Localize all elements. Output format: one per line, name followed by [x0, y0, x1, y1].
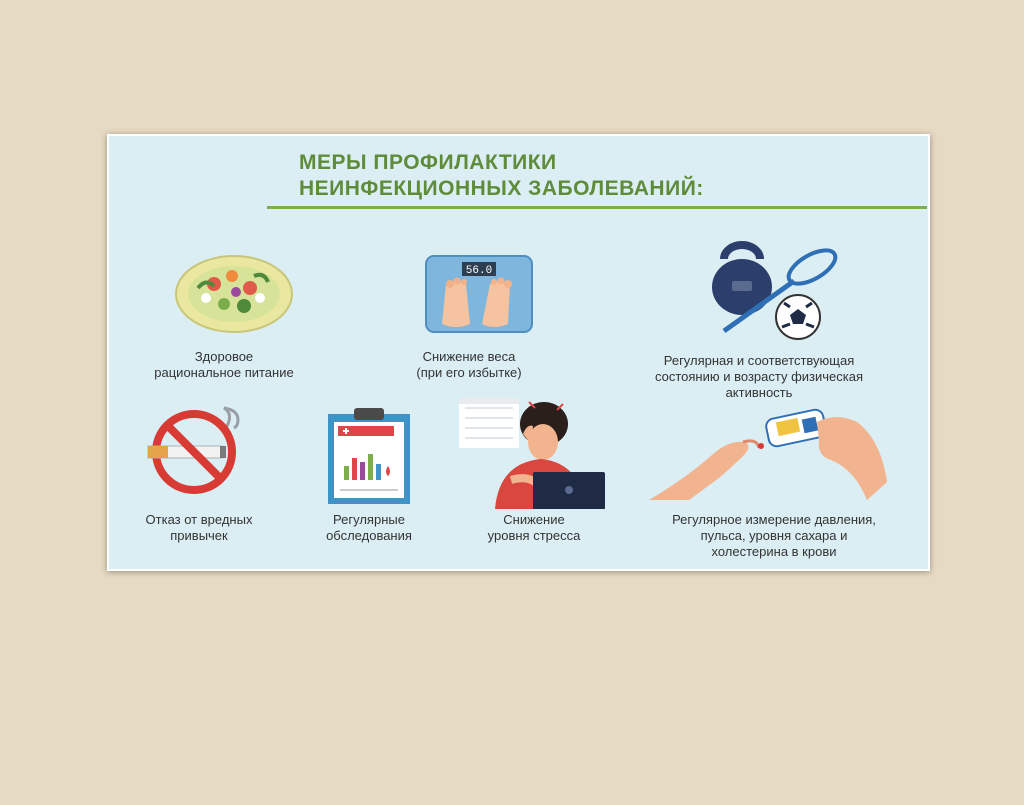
infographic-card — [107, 134, 930, 571]
caption-healthy-nutrition: Здоровое рациональное питание — [154, 349, 294, 380]
item-regular-checkups — [289, 406, 449, 546]
sports-equipment-icon — [694, 241, 844, 341]
stressed-woman-icon — [459, 394, 614, 509]
item-stress-reduction — [454, 394, 614, 549]
scale-reading: 56.0 — [465, 265, 493, 277]
no-smoking-icon — [134, 406, 259, 496]
caption-regular-checkups: Регулярные обследования — [326, 512, 412, 543]
salad-plate-icon — [174, 254, 294, 336]
title-line-1: МЕРЫ ПРОФИЛАКТИКИ — [299, 151, 557, 174]
caption-health-measurements: Регулярное измерение давления, пульса, уровня сахара и холестерина в крови — [672, 512, 876, 559]
item-health-measurements — [629, 408, 919, 563]
infographic-title — [299, 150, 704, 202]
caption-physical-activity: Регулярная и соответствующая состоянию и возрасту физическая активность — [654, 353, 864, 400]
caption-weight-loss: Снижение веса (при его избытке) — [416, 349, 522, 380]
item-weight-loss — [379, 254, 559, 394]
item-physical-activity — [614, 241, 904, 406]
item-healthy-nutrition — [129, 254, 319, 394]
glucometer-icon — [649, 408, 899, 500]
title-underline — [267, 206, 927, 209]
item-quit-bad-habits — [109, 406, 289, 546]
bathroom-scale-icon — [424, 254, 534, 334]
caption-quit-bad-habits: Отказ от вредных привычек — [145, 512, 253, 543]
medical-clipboard-icon — [314, 406, 424, 506]
title-line-2: НЕИНФЕКЦИОННЫХ ЗАБОЛЕВАНИЙ: — [299, 177, 704, 200]
caption-stress-reduction: Снижение уровня стресса — [487, 512, 581, 543]
